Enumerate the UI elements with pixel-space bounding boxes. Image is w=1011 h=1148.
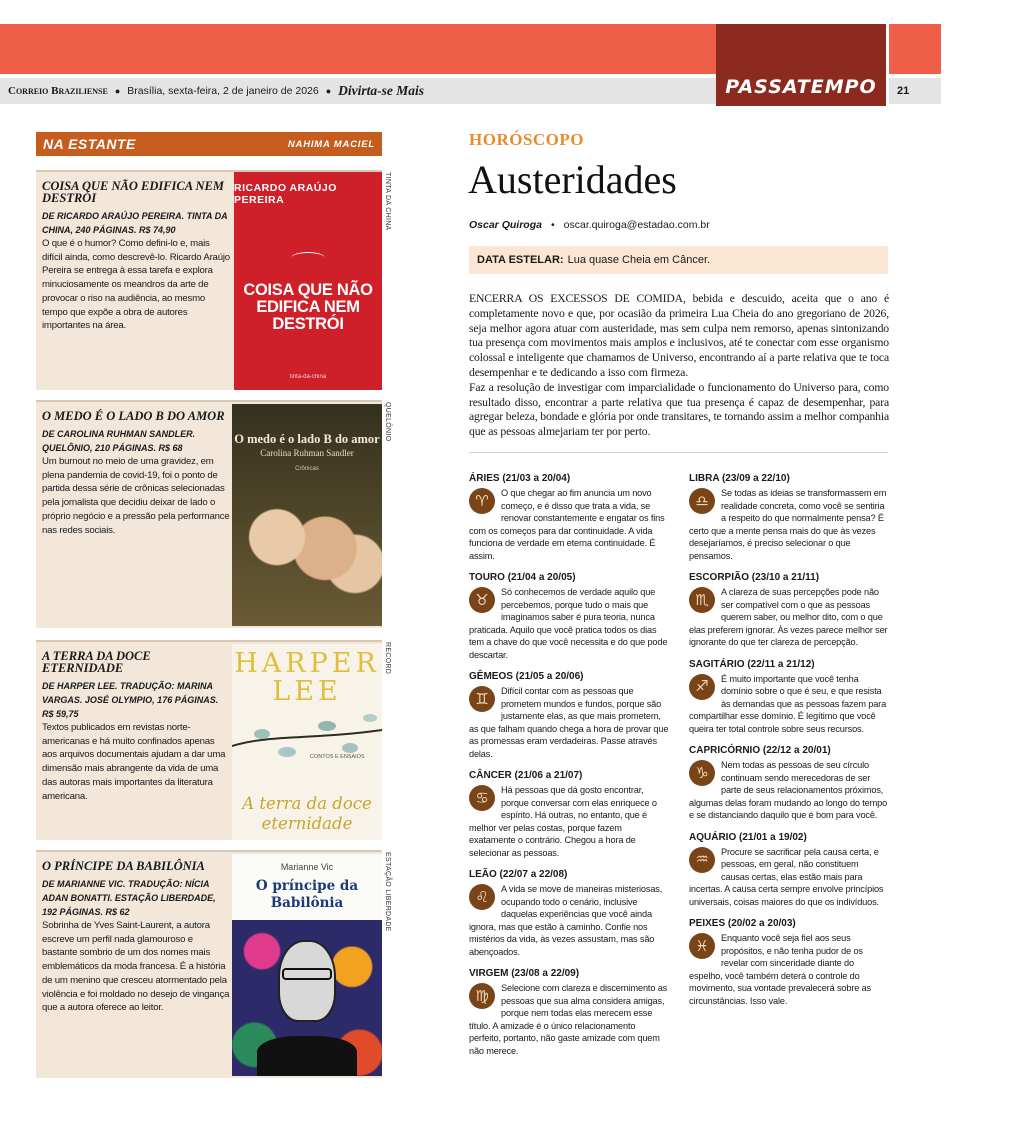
intro-paragraph: Faz a resolução de investigar com imparcialidade o funcionamento do Universo para, como resultado disso, encontrar a parte relativa que tua presença é capaz de desempenhar, para agregar beleza, bondade e glória por onde transitares, te tornando assim a melhor companhia que as pessoas almejariam ter por perto. bbox=[469, 380, 889, 439]
portrait-illustration bbox=[232, 920, 382, 1076]
sign-title: VIRGEM (23/08 a 22/09) bbox=[469, 968, 580, 979]
sign-title: LIBRA (23/09 a 22/10) bbox=[689, 473, 790, 484]
bullet-icon: ● bbox=[325, 86, 332, 96]
sign-text-content: Difícil contar com as pessoas que prometem mundos e fundos, porque são justamente elas, as que mais prometem, as que falham quando chega a hora de provar que as promessas eram verdadeiras. Passe através delas. bbox=[469, 686, 669, 759]
sign-text bbox=[469, 982, 669, 1057]
ornament-icon bbox=[291, 252, 325, 264]
horoscope-sign bbox=[469, 770, 669, 859]
horoscope-sign bbox=[689, 659, 889, 736]
cover-author: RICARDO ARAÚJO PEREIRA bbox=[234, 182, 337, 206]
book-cover bbox=[232, 404, 382, 626]
sign-text bbox=[689, 586, 889, 649]
cover-title: O príncipe da Babilônia bbox=[255, 878, 359, 911]
sign-title: LEÃO (22/07 a 22/08) bbox=[469, 869, 568, 880]
virgo-icon: ♍ bbox=[469, 983, 495, 1009]
sign-title: TOURO (21/04 a 20/05) bbox=[469, 572, 576, 583]
sign-title: GÊMEOS (21/05 a 20/06) bbox=[469, 671, 584, 682]
cover-publisher: tinta-da-china bbox=[289, 374, 327, 380]
divider bbox=[469, 452, 888, 453]
sign-text-content: A clareza de suas percepções pode não ser compatível com o que as pessoas querem saber, ou melhor dito, com o que elas preferem ignorar. Às vezes parece melhor ser ignorante do que ter clareza de percepção. bbox=[689, 587, 888, 647]
page-number: 21 bbox=[897, 85, 910, 97]
sign-text-content: O que chegar ao fim anuncia um novo começo, e é disso que trata a vida, se renovar constantemente e engatar os fins com os começos para dar continuidade. A vida funciona de verdade em eterna continuidade. É assim. bbox=[469, 488, 665, 561]
author-name: Oscar Quiroga bbox=[469, 219, 542, 231]
cover-title: O medo é o lado B do amor bbox=[234, 432, 380, 446]
book-card bbox=[36, 640, 382, 840]
cover-genre: CONTOS E ENSAIOS bbox=[310, 754, 365, 760]
sign-title: ÁRIES (21/03 a 20/04) bbox=[469, 473, 571, 484]
sign-title: SAGITÁRIO (22/11 a 21/12) bbox=[689, 658, 815, 670]
estante-header bbox=[36, 132, 382, 156]
book-title: COISA QUE NÃO EDIFICA NEM DESTRÓI bbox=[42, 179, 225, 205]
suit-shape bbox=[257, 1036, 357, 1076]
aquarius-icon: ♒ bbox=[689, 847, 715, 873]
book-card bbox=[36, 170, 382, 390]
sign-text-content: Nem todas as pessoas de seu círculo continuam sendo merecedoras de ser parte de seus relacionamentos próximos, algumas delas foram mudando ao longo do tempo e se distanciando daquilo que é bom para você. bbox=[689, 760, 888, 820]
book-cover bbox=[234, 172, 382, 390]
horoscope-sign bbox=[689, 832, 889, 909]
book-meta: DE CAROLINA RUHMAN SANDLER. QUELÔNIO, 210 PÁGINAS. R$ 68 bbox=[42, 429, 196, 453]
section-label: PASSATEMPO bbox=[725, 76, 877, 98]
sign-title: AQUÁRIO (21/01 a 19/02) bbox=[689, 831, 807, 843]
dateline: Brasília, sexta-feira, 2 de janeiro de 2026 bbox=[127, 85, 319, 97]
data-estelar-value: Lua quase Cheia em Câncer. bbox=[567, 254, 711, 266]
info-bar bbox=[0, 78, 716, 104]
horoscope-sign bbox=[469, 473, 669, 562]
aries-icon: ♈ bbox=[469, 488, 495, 514]
sign-text bbox=[469, 487, 669, 562]
horoscope-sign bbox=[469, 968, 669, 1057]
book-text bbox=[42, 180, 230, 333]
horoscope-sign bbox=[689, 918, 889, 1007]
book-card bbox=[36, 400, 382, 628]
book-description: O que é o humor? Como defini-lo e, mais difícil ainda, como descrevê-lo. Ricardo Araújo Pereira se entrega à essa tarefa e explora minuciosamente os meandros da arte de provocar o riso na audiência, ao mesmo tempo que expõe a obra de autores importantes na área. bbox=[42, 238, 230, 332]
scorpio-icon: ♏ bbox=[689, 587, 715, 613]
cancer-icon: ♋ bbox=[469, 785, 495, 811]
data-estelar-box bbox=[469, 246, 888, 274]
book-title: O MEDO É O LADO B DO AMOR bbox=[42, 409, 225, 423]
section-box bbox=[716, 24, 886, 106]
horoscope-sign bbox=[689, 745, 889, 822]
book-title: O PRÍNCIPE DA BABILÔNIA bbox=[42, 859, 205, 873]
book-description: Textos publicados em revistas norte-americanas e há muito confinados apenas aos arquivos documentais ajudam a dar uma dimensão mais abrangente da vida de uma das autoras mais importantes da literatura americana. bbox=[42, 722, 226, 802]
leo-icon: ♌ bbox=[469, 884, 495, 910]
branch-illustration bbox=[232, 704, 382, 774]
sign-text bbox=[689, 673, 889, 736]
book-cover bbox=[232, 854, 382, 1076]
sign-text-content: É muito importante que você tenha domínio sobre o que é seu, e que resista às demandas que as pessoas fazem para compartilhar esse domínio. É legítimo que você queira ter total controle sobre seus recursos. bbox=[689, 673, 887, 734]
sagittarius-icon: ♐ bbox=[689, 674, 715, 700]
cover-author: Marianne Vic bbox=[280, 862, 334, 872]
page-number-bar bbox=[889, 78, 941, 104]
libra-icon: ♎ bbox=[689, 488, 715, 514]
book-description: Um burnout no meio de uma gravidez, em plena pandemia de covid-19, foi o ponto de partida dessa série de crônicas selecionadas pela jornalista que decidiu deixar de lado o próprio negócio e a pressão pela performance nas redes sociais. bbox=[42, 456, 230, 536]
signs-left-column bbox=[469, 473, 669, 1067]
publisher-credit: ESTAÇÃO LIBERDADE bbox=[384, 852, 391, 932]
page-title: Austeridades bbox=[468, 157, 677, 202]
sign-title: PEIXES (20/02 a 20/03) bbox=[689, 918, 796, 929]
sign-text-content: Selecione com clareza e discernimento as pessoas que sua alma considera amigas, porque nem todas elas merecem esse título. A amizade é o único relacionamento perfeito, portanto, não gaste amizade com quem não merece. bbox=[469, 983, 668, 1056]
publisher-credit: TINTA DA CHINA bbox=[384, 172, 391, 231]
book-card bbox=[36, 850, 382, 1078]
glasses-shape bbox=[282, 968, 332, 980]
book-cover bbox=[232, 644, 382, 840]
publisher-credit: RECORD bbox=[384, 642, 391, 675]
gemini-icon: ♊ bbox=[469, 686, 495, 712]
horoscope-sign bbox=[689, 473, 889, 562]
sign-text bbox=[689, 932, 889, 1007]
cover-author: Carolina Ruhman Sandler bbox=[260, 448, 354, 458]
bullet-icon: ● bbox=[114, 86, 121, 96]
sign-text-content: Procure se sacrificar pela causa certa, e pessoas, em geral, não constituem causas certas, elas estão mais para incertas. A causa certa sempre envolve princípios universais, coisas maiores do que os indivíduos. bbox=[689, 846, 884, 907]
sign-text-content: Se todas as ideias se transformassem em realidade concreta, como você se sentiria a respeito do que normalmente pensa? É certo que a mente pensa mais do que às vezes desejaríamos, é preciso selecionar o que pensamos. bbox=[689, 488, 887, 561]
horoscope-sign bbox=[469, 671, 669, 760]
sign-text bbox=[469, 685, 669, 760]
edition-name: Divirta-se Mais bbox=[338, 83, 425, 98]
book-text bbox=[42, 410, 230, 537]
paper-name: Correio Braziliense bbox=[8, 85, 108, 97]
book-meta: DE RICARDO ARAÚJO PEREIRA. TINTA DA CHINA, 240 PÁGINAS. R$ 74,90 bbox=[42, 211, 228, 235]
capricorn-icon: ♑ bbox=[689, 760, 715, 786]
sign-title: ESCORPIÃO (23/10 a 21/11) bbox=[689, 572, 820, 583]
book-title: A TERRA DA DOCE ETERNIDADE bbox=[42, 649, 151, 675]
sign-text-content: Há pessoas que dá gosto encontrar, porque conversar com elas enriquece o espírito. Há outras, no entanto, que é melhor ver pelas costas, porque fazem exatamente o contrário. Chegou a hora de selecionar as pessoas. bbox=[469, 785, 657, 858]
book-meta: DE HARPER LEE. TRADUÇÃO: MARINA VARGAS. JOSÉ OLYMPIO, 176 PÁGINAS. R$ 59,75 bbox=[42, 681, 219, 719]
intro-text bbox=[469, 292, 889, 440]
sign-text-content: Enquanto você seja fiel aos seus propósitos, e não tenha pudor de os revelar com sinceridade diante do espelho, você também deterá o controle do movimento, sua vontade prevalecerá sobre as circunstâncias. Isso vale. bbox=[689, 933, 871, 1006]
estante-author: NAHIMA MACIEL bbox=[287, 138, 375, 150]
cover-genre: Crônicas bbox=[295, 466, 319, 472]
sign-text bbox=[469, 586, 669, 661]
horoscope-sign bbox=[469, 869, 669, 958]
sign-text bbox=[469, 883, 669, 958]
byline bbox=[469, 219, 710, 231]
sign-text bbox=[689, 759, 889, 822]
cover-author: HARPER LEE bbox=[234, 648, 380, 707]
taurus-icon: ♉ bbox=[469, 587, 495, 613]
book-meta: DE MARIANNE VIC. TRADUÇÃO: NÍCIA ADAN BONATTI. ESTAÇÃO LIBERDADE, 192 PÁGINAS. R$ 62 bbox=[42, 879, 216, 917]
sign-title: CAPRICÓRNIO (22/12 a 20/01) bbox=[689, 745, 831, 756]
sign-text bbox=[689, 846, 889, 909]
horoscope-sign bbox=[689, 572, 889, 649]
author-email: oscar.quiroga@estadao.com.br bbox=[563, 219, 710, 231]
book-text bbox=[42, 860, 230, 1015]
publisher-credit: QUELÔNIO bbox=[384, 402, 391, 442]
signs-right-column bbox=[689, 473, 889, 1017]
horoscope-kicker: HORÓSCOPO bbox=[469, 130, 585, 149]
estante-title: NA ESTANTE bbox=[43, 136, 136, 152]
data-estelar-label: DATA ESTELAR: bbox=[477, 254, 564, 266]
pisces-icon: ♓ bbox=[689, 933, 715, 959]
sign-text bbox=[469, 784, 669, 859]
header-color-band-right bbox=[889, 24, 941, 74]
intro-paragraph: ENCERRA OS EXCESSOS DE COMIDA, bebida e descuido, aceita que o ano é completamente novo e que, por ocasião da primeira Lua Cheia do ano gregoriano de 2026, seja melhor agora atuar com austeridade, mas sem culpa nem remorso, apenas sintonizando tua presença com movimentos mais amplos e inclusivos, até te conectar com esse organismo colossal e inteligente que chamamos de Universo, encontrando aí a parte relativa que te toca desempenhar e te dedicando a isso com firmeza. bbox=[469, 292, 889, 379]
sign-title: CÂNCER (21/06 a 21/07) bbox=[469, 770, 583, 781]
bullet-icon: • bbox=[550, 219, 555, 231]
book-description: Sobrinha de Yves Saint-Laurent, a autora escreve um perfil nada glamouroso e bastante sombrio de um dos nomes mais emblemáticos da moda francesa. É a história de um menino que cresceu atormentado pela violência e foi moldado no desejo de vingança que a autora oferece ao leitor. bbox=[42, 920, 230, 1014]
book-text bbox=[42, 650, 230, 803]
sign-text-content: A vida se move de maneiras misteriosas, ocupando todo o cenário, inclusive daquelas experiências que você ainda ignora, mas que estão à caminho. Confie nos mistérios da vida, às vezes assustam, mas são abençoados. bbox=[469, 884, 663, 957]
sign-text-content: Só conhecemos de verdade aquilo que percebemos, porque tudo o mais que imaginamos saber é pura teoria, nunca praticada. Aquilo que você pratica todos os dias tem a chave do que você necessita e do que pode descartar. bbox=[469, 587, 668, 660]
cover-title: A terra da doce eternidade bbox=[242, 794, 372, 833]
face-shape bbox=[278, 940, 336, 1022]
header-color-band bbox=[0, 24, 716, 74]
horoscope-sign bbox=[469, 572, 669, 661]
cover-title: COISA QUE NÃO EDIFICA NEM DESTRÓI bbox=[243, 281, 373, 333]
sign-text bbox=[689, 487, 889, 562]
